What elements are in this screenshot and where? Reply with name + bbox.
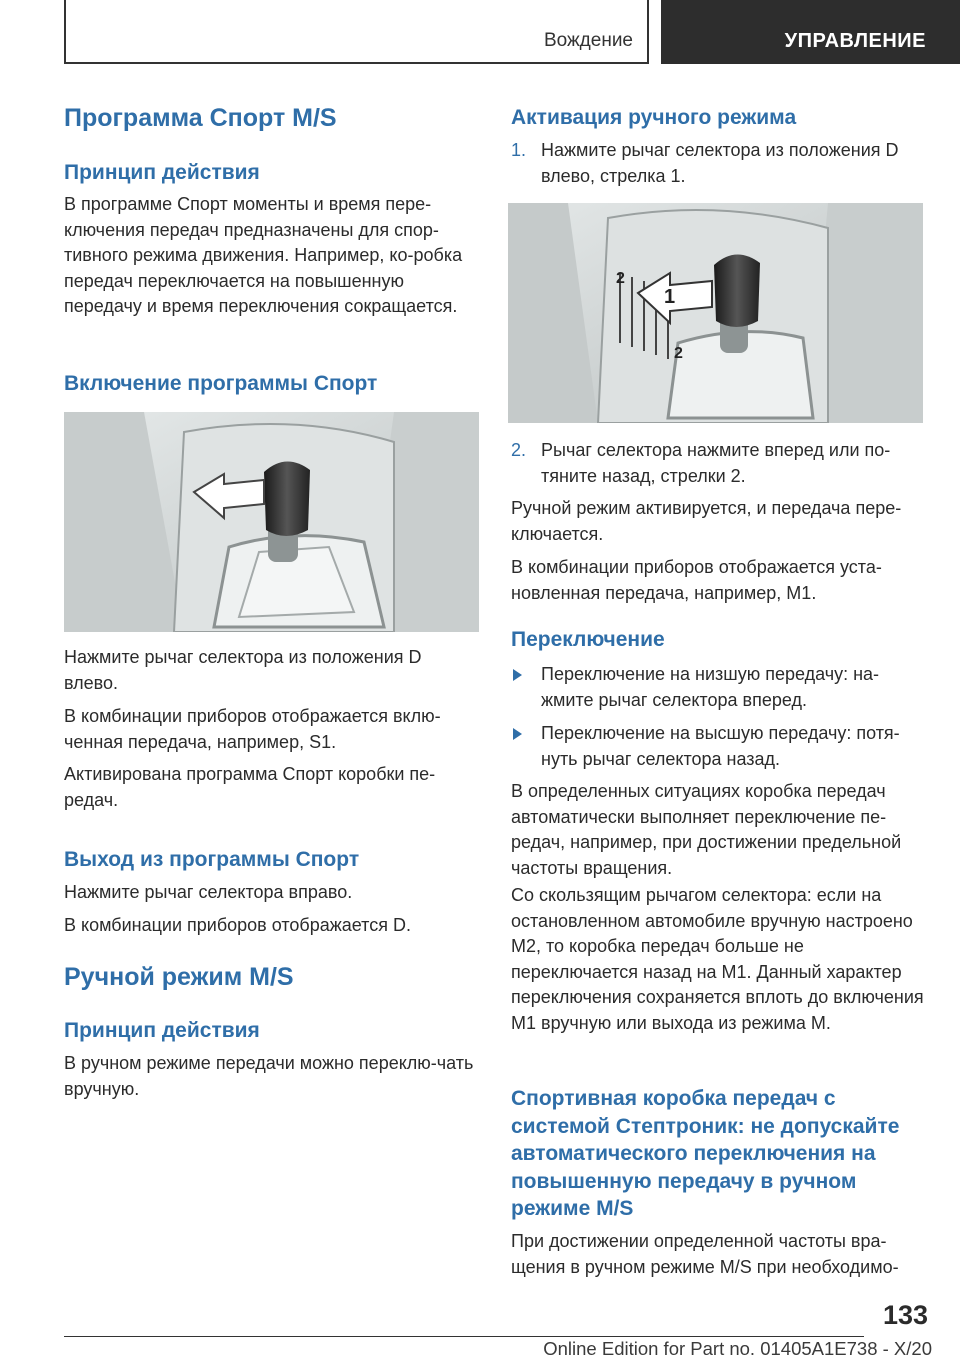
heading-shifting: Переключение <box>511 628 665 651</box>
step-1-text: Нажмите рычаг селектора из положения D влево, стрелка 1. <box>541 140 899 186</box>
paragraph-shift-1: В определенных ситуациях коробка передач автоматически выполняет переключение пе-редач, например, при достижении предельной частоты вращения. <box>511 781 902 878</box>
heading-exit-sport: Выход из программы Спорт <box>64 848 360 871</box>
arrow-2-label-top: 2 <box>616 270 625 287</box>
step-2 <box>511 438 926 489</box>
footer-divider <box>64 1336 864 1337</box>
step-1-number: 1. <box>511 140 527 160</box>
online-edition: Online Edition for Part no. 01405A1E738 - X/20 <box>543 1338 932 1359</box>
step-2-text: Рычаг селектора нажмите вперед или по-тяните назад, стрелки 2. <box>541 440 891 486</box>
arrow-2-label-bottom: 2 <box>674 345 683 362</box>
paragraph-exit-2: В комбинации приборов отображается D. <box>64 915 411 935</box>
paragraph-shift-2: Со скользящим рычагом селектора: если на остановленном автомобиле вручную настроено M2, то коробка передач больше не переключается назад на M1. Данный характер переключения сохраняется вплоть до включения M1 вручную или выхода из режима M. <box>511 885 924 1033</box>
bullet-triangle-icon <box>513 728 522 740</box>
illustration-selector-manual <box>508 203 923 423</box>
heading-activate-manual: Активация ручного режима <box>511 106 797 129</box>
bullet-upshift <box>511 721 926 772</box>
illustration-selector-left <box>64 412 479 632</box>
heading-principle: Принцип действия <box>64 161 260 184</box>
paragraph-principle-manual: В ручном режиме передачи можно переклю-чать вручную. <box>64 1053 474 1099</box>
heading-enable-sport: Включение программы Спорт <box>64 372 378 395</box>
paragraph-activate-2: В комбинации приборов отображается уста-новленная передача, например, M1. <box>511 557 882 603</box>
title-manual-mode: Ручной режим M/S <box>64 963 294 991</box>
step-1 <box>511 138 926 189</box>
chapter-title: УПРАВЛЕНИЕ <box>784 30 926 52</box>
header-chapter-box <box>661 0 960 64</box>
paragraph-enable-1: Нажмите рычаг селектора из положения D влево. <box>64 647 422 693</box>
paragraph-steptronic: При достижении определенной частоты вра-щения в ручном режиме M/S при необходимо- <box>511 1231 899 1277</box>
paragraph-principle: В программе Спорт моменты и время пере-ключения передач предназначены для спор-тивного режима движения. Например, ко-робка передач переключается на повышенную передачу и время переключения сокращается. <box>64 194 463 316</box>
heading-steptronic: Спортивная коробка передач с системой Стептроник: не допускайте автоматического переключения на повышенную передачу в ручном режиме M/S <box>511 1087 900 1220</box>
title-sport-program: Программа Спорт M/S <box>64 104 337 132</box>
paragraph-enable-3: Активирована программа Спорт коробки пе-редач. <box>64 764 436 810</box>
arrow-1-label: 1 <box>664 286 676 308</box>
page-number: 133 <box>882 1300 928 1330</box>
paragraph-enable-2: В комбинации приборов отображается вклю-ченная передача, например, S1. <box>64 706 441 752</box>
step-2-number: 2. <box>511 440 527 460</box>
paragraph-exit-1: Нажмите рычаг селектора вправо. <box>64 882 353 902</box>
bullet-downshift-text: Переключение на низшую передачу: на-жмите рычаг селектора вперед. <box>541 664 880 710</box>
bullet-downshift <box>511 662 926 713</box>
section-title: Вождение <box>543 30 633 51</box>
bullet-triangle-icon <box>513 669 522 681</box>
header-section-box <box>64 0 649 64</box>
heading-principle-manual: Принцип действия <box>64 1019 260 1042</box>
bullet-upshift-text: Переключение на высшую передачу: потя-нуть рычаг селектора назад. <box>541 723 900 769</box>
paragraph-activate-1: Ручной режим активируется, и передача пере-ключается. <box>511 498 902 544</box>
